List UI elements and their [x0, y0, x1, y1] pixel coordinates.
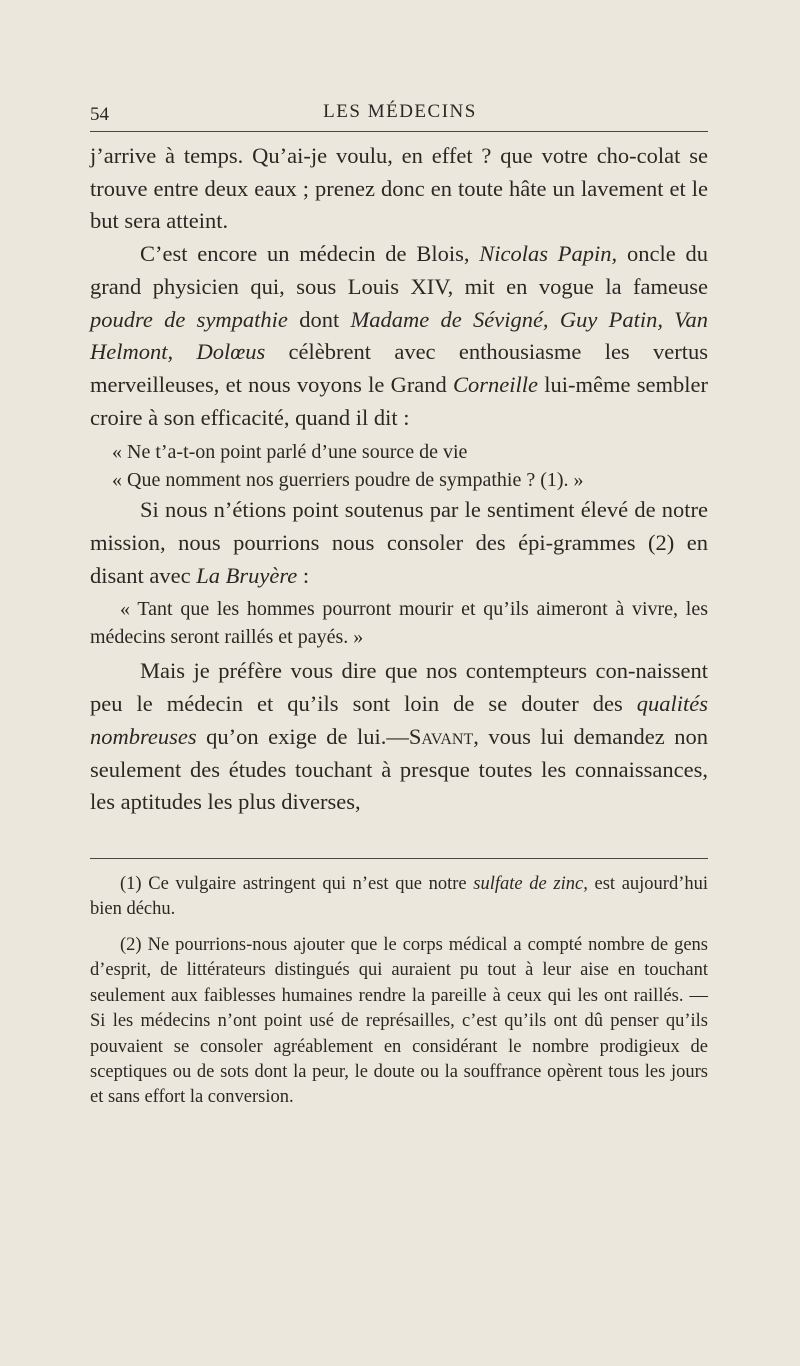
footnote-1: (1) Ce vulgaire astringent qui n’est que notre sulfate de zinc, est aujourd’hui bien déchu.	[90, 874, 709, 920]
paragraph-3: Si nous n’étions point soutenus par le sentiment élevé de notre mission, nous pourrions nous consoler des épi-grammes (2) en disant avec La Bruyère :	[90, 497, 708, 588]
verse-line: « Que nomment nos guerriers poudre de sympathie ? (1). »	[112, 469, 584, 492]
la-bruyere-quote: « Tant que les hommes pourront mourir et qu’ils aimeront à vivre, les médecins seront raillés et payés. »	[90, 598, 708, 649]
paragraph-4: Mais je préfère vous dire que nos contempteurs con-naissent peu le médecin et qu’ils sont loin de se douter des qualités nombreuses qu’on exige de lui.—Savant, vous lui demandez non seulement des études touchant à presque toutes les connaissances, les aptitudes les plus diverses,	[90, 658, 708, 815]
page-number: 54	[90, 104, 109, 125]
header-rule	[90, 131, 708, 132]
paragraph-2: C’est encore un médecin de Blois, Nicolas Papin, oncle du grand physicien qui, sous Louis XIV, mit en vogue la fameuse poudre de sympathie dont Madame de Sévigné, Guy Patin, Van Helmont, Dolœus célèbrent avec enthousiasme les vertus merveilleuses, et nous voyons le Grand Corneille lui-même sembler croire à son efficacité, quand il dit :	[90, 241, 709, 430]
running-title: LES MÉDECINS	[323, 101, 477, 122]
footnote-2: (2) Ne pourrions-nous ajouter que le corps médical a compté nombre de gens d’esprit, de littérateurs distingués qui auraient pu tout à leur aise en touchant seulement aux faiblesses humaines rendre la pareille à ceux qui les ont raillés. — Si les médecins n’ont point usé de représailles, c’est qu’ils ont dû penser qu’ils pouvaient se consoler agréablement en considérant le nombre prodigieux de sceptiques ou de sots dont la peur, le doute ou la souffrance opèrent tous les jours et sans effort la conversion.	[90, 935, 708, 1108]
verse-line: « Ne t’a-t-on point parlé d’une source de vie	[112, 441, 468, 464]
paragraph-1: j’arrive à temps. Qu’ai-je voulu, en effet ? que votre cho-colat se trouve entre deux eaux ; prenez donc en toute hâte un lavement et le but sera atteint.	[90, 143, 708, 234]
main-text	[90, 140, 708, 819]
footnote-rule	[90, 858, 708, 859]
